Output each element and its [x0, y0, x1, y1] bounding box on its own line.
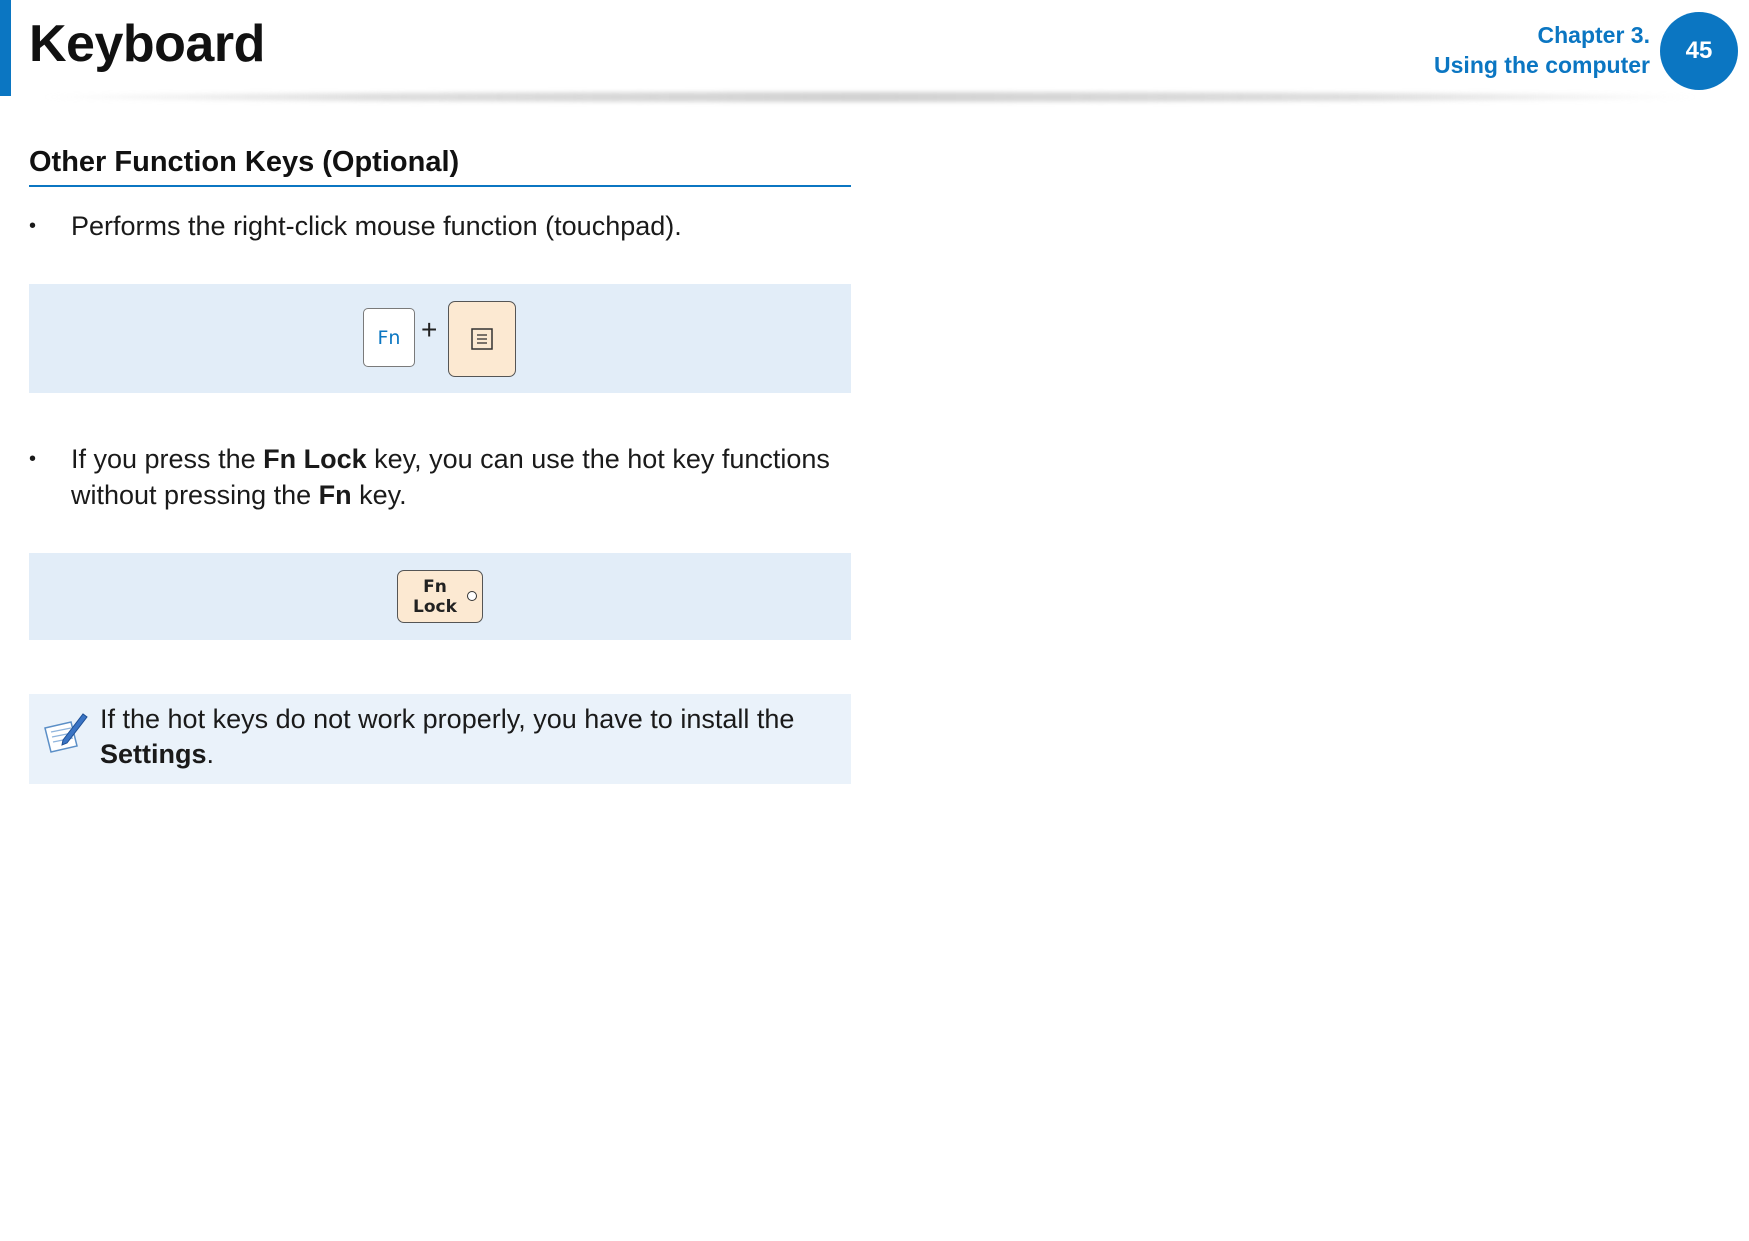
bullet-dot: • — [29, 215, 37, 237]
menu-key — [448, 301, 516, 377]
fn-key-label: Fn — [377, 326, 401, 349]
fn-lock-label-line1: Fn — [423, 576, 447, 597]
bullet-dot: • — [29, 448, 37, 470]
text-segment: key, you can use the hot key functions without pressing the — [71, 444, 830, 510]
bullet-text: Performs the right-click mouse function (touchpad). — [71, 211, 682, 241]
fn-lock-label-line2: Lock — [413, 596, 457, 617]
bullet-text — [71, 441, 851, 513]
bullet-fn-lock — [29, 441, 851, 513]
header-divider — [40, 92, 1700, 102]
key-combo-panel — [29, 284, 851, 393]
section-title: Other Function Keys (Optional) — [29, 146, 851, 187]
fn-lock-panel — [29, 553, 851, 640]
note-box — [29, 694, 851, 784]
chapter-number: Chapter 3. — [1537, 22, 1650, 48]
chapter-title: Using the computer — [1434, 52, 1650, 78]
fn-lock-key — [397, 570, 483, 623]
note-pencil-icon — [41, 710, 89, 754]
text-segment: If you press the — [71, 444, 264, 474]
chapter-label — [1434, 20, 1650, 80]
header-accent-bar — [0, 0, 11, 96]
bold-fn: Fn — [318, 480, 352, 510]
bold-fn-lock: Fn Lock — [263, 444, 367, 474]
bullet-right-click — [29, 208, 851, 244]
fn-lock-led-icon — [467, 591, 477, 601]
fn-key — [363, 308, 415, 367]
text-segment: If the hot keys do not work properly, you have to install the — [100, 704, 795, 734]
text-segment: key. — [351, 480, 407, 510]
bold-settings: Settings — [100, 739, 207, 769]
page-title: Keyboard — [29, 15, 265, 73]
plus-sign: + — [421, 314, 438, 345]
text-segment: . — [206, 739, 215, 769]
menu-key-icon — [471, 328, 493, 350]
note-text — [100, 702, 830, 772]
page-number-badge: 45 — [1660, 12, 1738, 90]
